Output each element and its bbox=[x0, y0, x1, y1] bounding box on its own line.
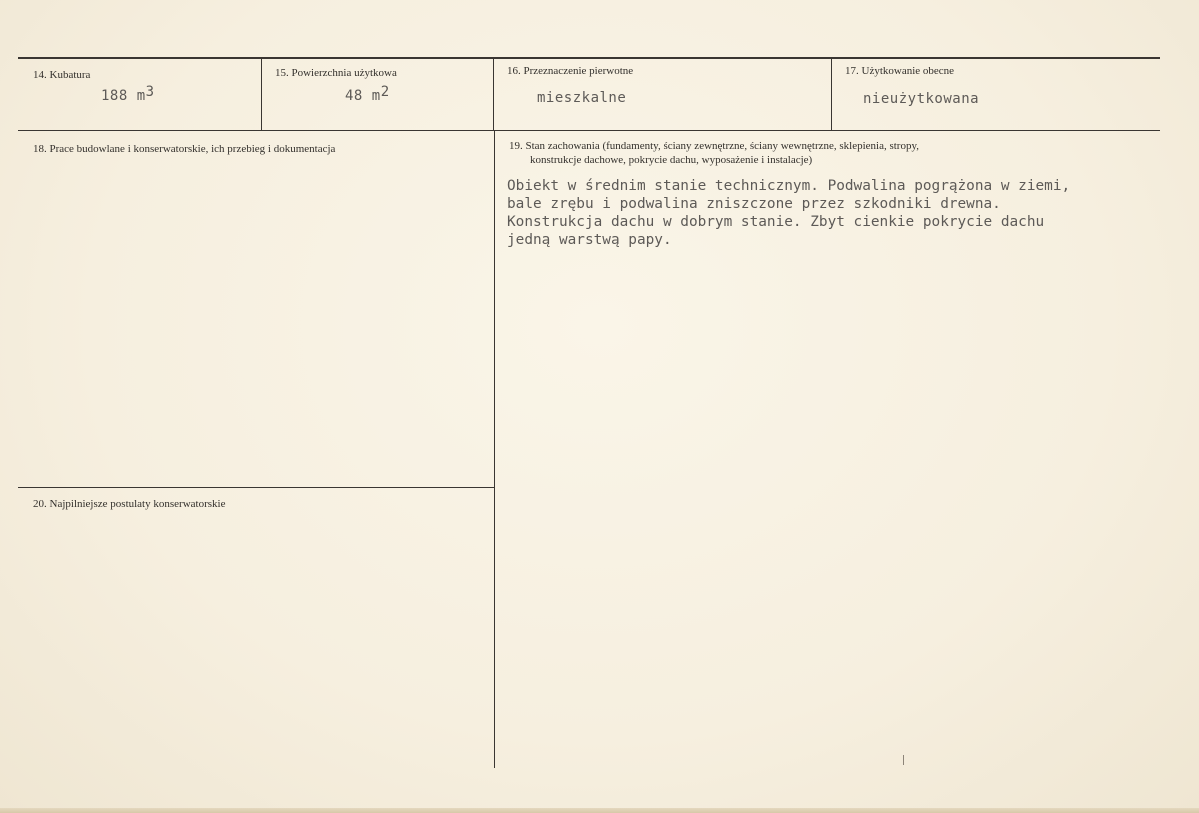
divider-15-16 bbox=[493, 59, 494, 131]
field-17-label: 17. Użytkowanie obecne bbox=[845, 65, 955, 77]
field-19-text bbox=[507, 177, 1070, 249]
field-15-label: 15. Powierzchnia użytkowa bbox=[275, 67, 397, 79]
field-18-label: 18. Prace budowlane i konserwatorskie, ich przebieg i dokumentacja bbox=[33, 143, 336, 155]
field-15-value bbox=[345, 84, 390, 104]
main-column-divider bbox=[494, 131, 495, 768]
field-14-value bbox=[101, 84, 155, 104]
field-19-text-line: bale zrębu i podwalina zniszczone przez szkodniki drewna. bbox=[507, 196, 1001, 212]
card-bottom-edge bbox=[0, 808, 1199, 813]
field-14-number: 188 m bbox=[101, 88, 146, 104]
pencil-mark bbox=[903, 755, 904, 765]
field-16-label: 16. Przeznaczenie pierwotne bbox=[507, 65, 634, 77]
divider-14-15 bbox=[261, 59, 262, 131]
top-rule bbox=[18, 57, 1160, 59]
field-19-text-line: Konstrukcja dachu w dobrym stanie. Zbyt cienkie pokrycie dachu bbox=[507, 214, 1045, 230]
field-19-text-line: Obiekt w średnim stanie technicznym. Podwalina pogrążona w ziemi, bbox=[507, 178, 1071, 194]
field-15-number: 48 m bbox=[345, 88, 381, 104]
field-20-label: 20. Najpilniejsze postulaty konserwatorskie bbox=[33, 498, 226, 510]
field-16-value: mieszkalne bbox=[537, 90, 627, 106]
field-14-unit-sup: 3 bbox=[145, 84, 155, 100]
field-19-label-line1: 19. Stan zachowania (fundamenty, ściany zewnętrzne, ściany wewnętrzne, sklepienia, stropy, bbox=[509, 140, 920, 152]
field-15-unit-sup: 2 bbox=[380, 84, 390, 100]
rule-18-20 bbox=[18, 487, 494, 488]
field-17-value: nieużytkowana bbox=[863, 91, 980, 107]
field-19-text-line: jedną warstwą papy. bbox=[507, 232, 672, 248]
divider-16-17 bbox=[831, 59, 832, 131]
field-19-label-line2: konstrukcje dachowe, pokrycie dachu, wyposażenie i instalacje) bbox=[530, 154, 813, 166]
row-rule bbox=[18, 130, 1160, 131]
field-14-label: 14. Kubatura bbox=[33, 69, 91, 81]
